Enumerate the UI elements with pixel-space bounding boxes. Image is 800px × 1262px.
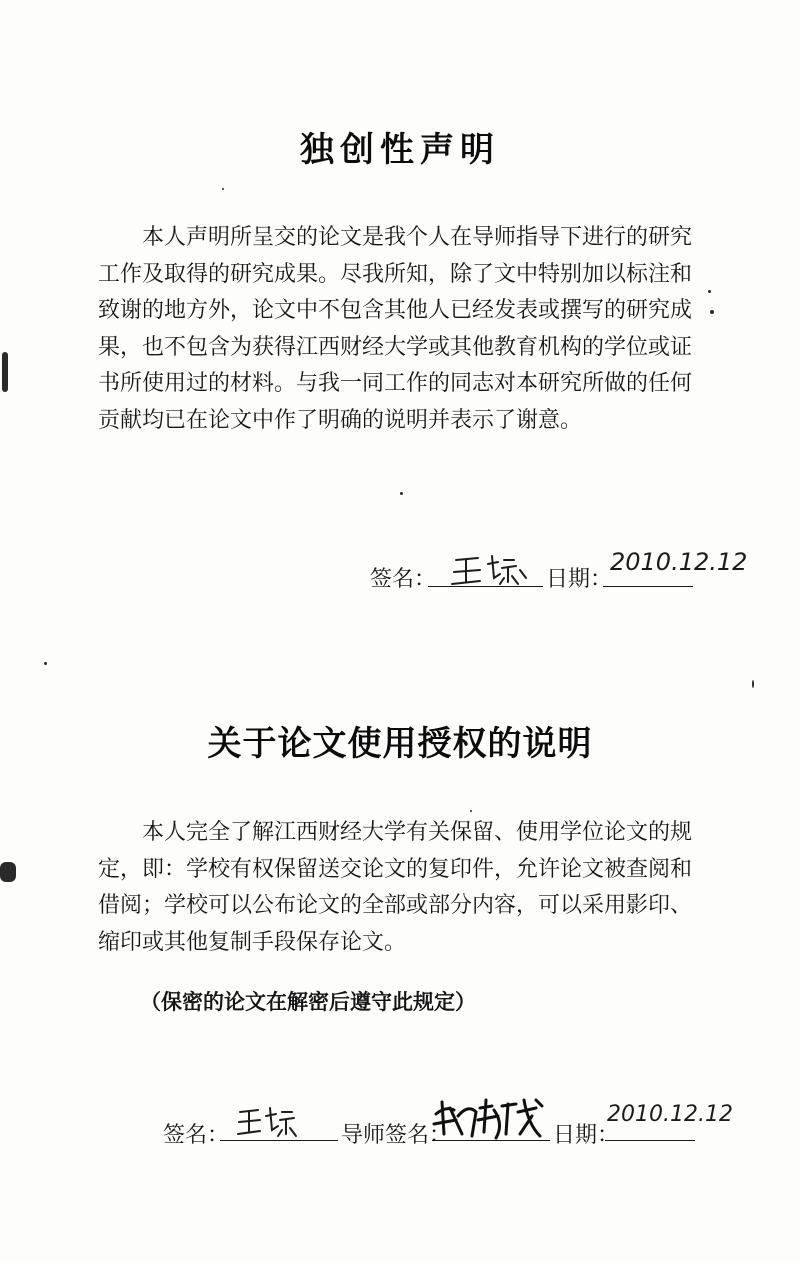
- date-label: 日期：: [546, 567, 613, 592]
- originality-title: 独创性声明: [300, 130, 500, 170]
- confidential-note: （保密的论文在解密后遵守此规定）: [140, 989, 476, 1014]
- originality-paragraph: 本人声明所呈交的论文是我个人在导师指导下进行的研究工作及取得的研究成果。尽我所知，除了文中特别加以标注和致谢的地方外，论文中不包含其他人已经发表或撰写的研究成果，也不包含为获得江西财经大学或其他教育机构的学位或证书所使用过的材料。与我一同工作的同志对本研究所做的任何贡献均已在论文中作了明确的说明并表示了谢意。: [98, 225, 693, 433]
- handwritten-signature: [450, 550, 530, 590]
- sign-line-2: [220, 1140, 338, 1141]
- scan-artifact: [708, 290, 711, 293]
- handwritten-signature-2: [236, 1104, 306, 1140]
- sign-label-2: 签名：: [163, 1123, 230, 1148]
- scan-artifact: [400, 492, 403, 495]
- scan-artifact: [470, 810, 472, 812]
- date-line-2: [605, 1140, 695, 1141]
- scan-artifact: [2, 352, 8, 392]
- scan-artifact: [0, 862, 16, 882]
- sign-label: 签名：: [370, 567, 437, 592]
- advisor-sign-label: 导师签名：: [341, 1123, 452, 1148]
- authorization-paragraph: 本人完全了解江西财经大学有关保留、使用学位论文的规定，即：学校有权保留送交论文的复印件，允许论文被查阅和借阅；学校可以公布论文的全部或部分内容，可以采用影印、缩印或其他复制手段保存论文。: [98, 820, 693, 955]
- authorization-title: 关于论文使用授权的说明: [207, 724, 593, 764]
- handwritten-date: 2010.12.12: [610, 548, 748, 576]
- scan-artifact: [222, 188, 224, 190]
- scan-artifact: [710, 310, 714, 314]
- scan-artifact: [752, 680, 754, 688]
- scan-artifact: [44, 662, 47, 665]
- handwritten-date-2: 2010.12.12: [607, 1102, 733, 1127]
- advisor-handwritten-signature: [432, 1094, 550, 1144]
- date-line: [603, 586, 693, 587]
- date-label-2: 日期：: [553, 1123, 620, 1148]
